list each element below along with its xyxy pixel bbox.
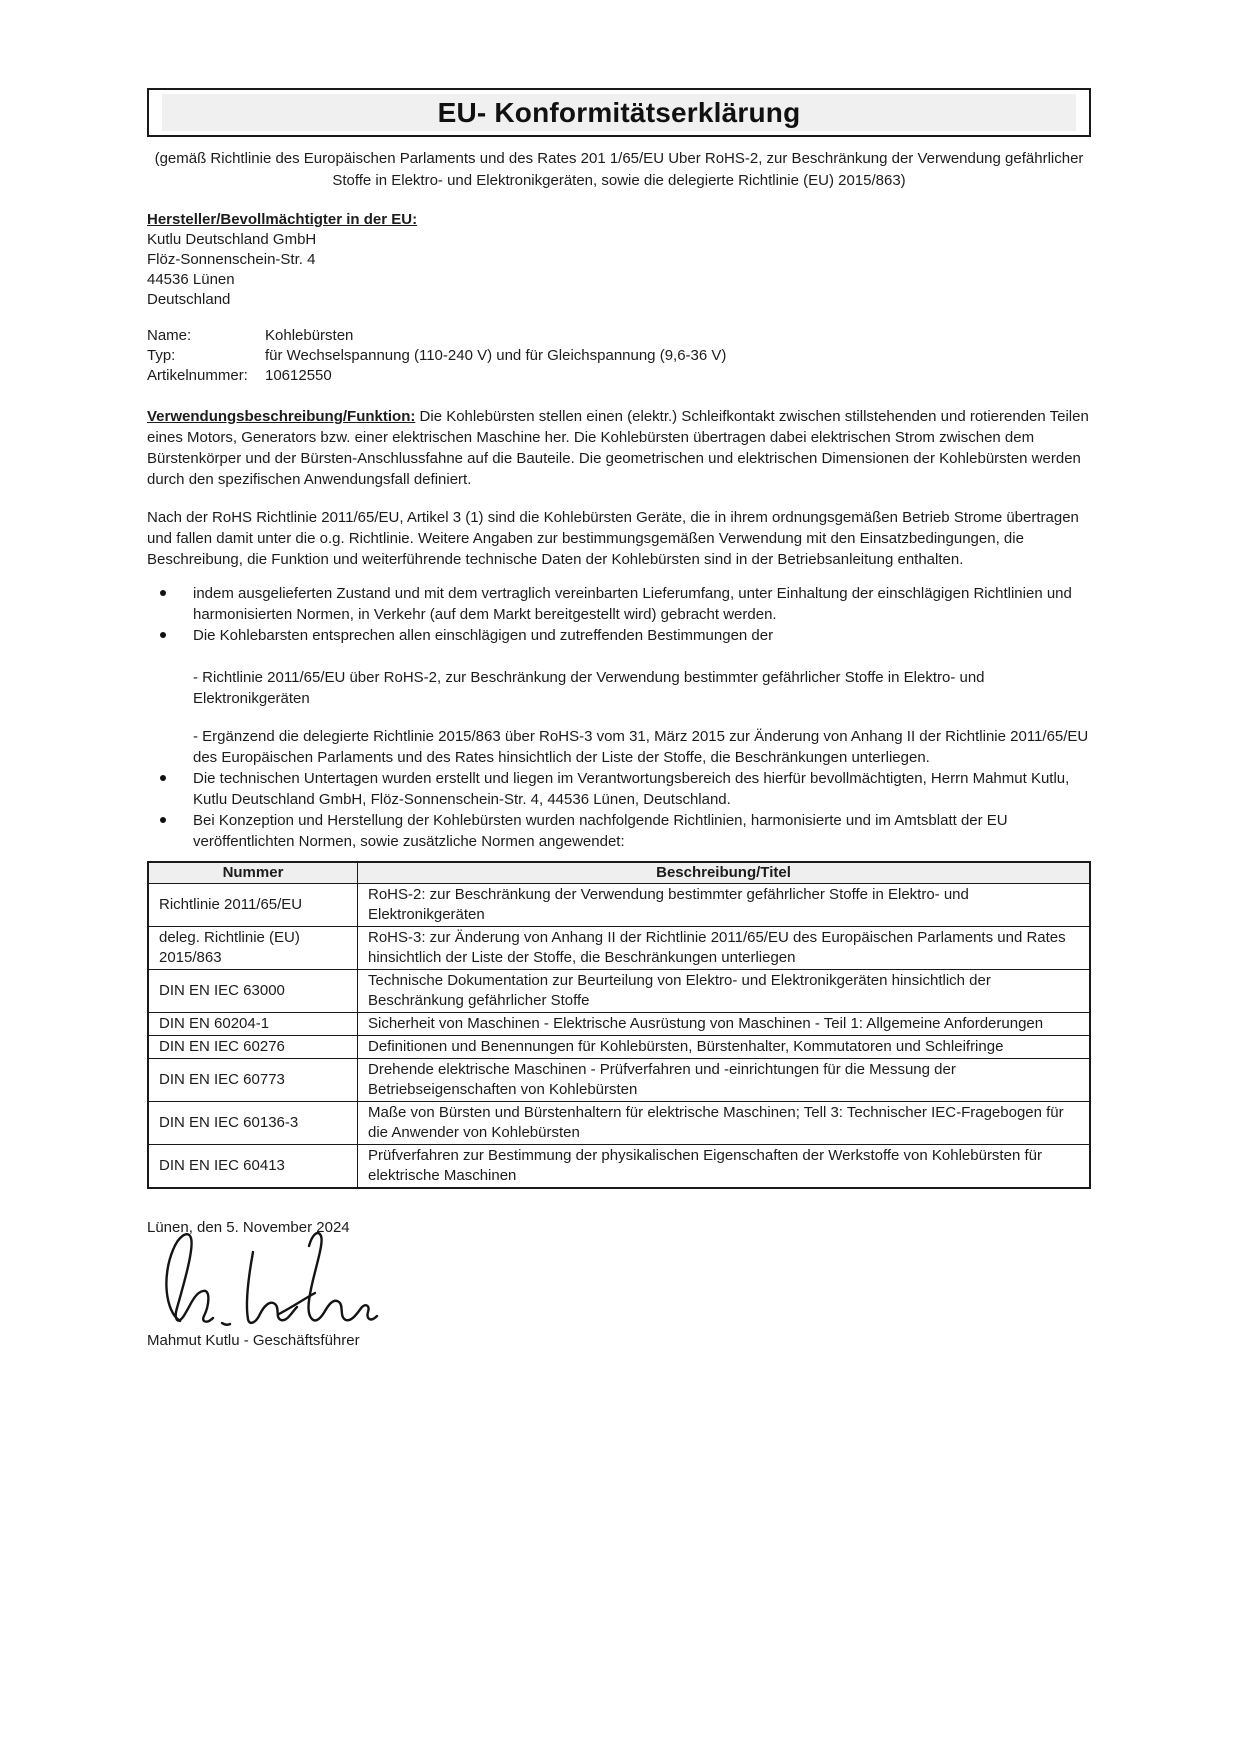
list-item [147,768,1091,810]
bullet-marker [160,632,166,638]
subtitle: (gemäß Richtlinie des Europäischen Parlaments und des Rates 201 1/65/EU Uber RoHS-2, zur Beschränkung der Verwendung gefährlicher Stoffe in Elektro- und Elektronikgeräten, sowie die delegierte Richtlinie (EU) 2015/863) [154,150,1084,189]
cell-beschreibung: RoHS-3: zur Änderung von Anhang II der Richtlinie 2011/65/EU des Europäischen Parlaments und Rates hinsichtlich der Liste der Stoffe, die Beschränkungen unterliegen [358,927,1091,970]
table-row [148,1102,1090,1145]
product-value: 10612550 [265,367,332,384]
list-item-text: Die technischen Untertagen wurden erstellt und liegen im Verantwortungsbereich des hierfür bevollmächtigten, Herrn Mahmut Kutlu, Kutlu Deutschland GmbH, Flöz-Sonnenschein-Str. 4, 44536 Lünen, Deutschland. [193,770,1070,808]
rohs-paragraph: Nach der RoHS Richtlinie 2011/65/EU, Artikel 3 (1) sind die Kohlebürsten Geräte, die in ihrem ordnungsgemäßen Betrieb Strome übertragen und fallen damit unter die o.g. Richtlinie. Weitere Angaben zur bestimmungsgemäßen Verwendung mit den Einsatzbedingungen, die Beschreibung, die Funktion und weiterführende technische Daten der Kohlebürsten sind in der Betriebsanleitung enthalten. [147,509,1079,568]
cell-beschreibung: Maße von Bürsten und Bürstenhaltern für elektrische Maschinen; Tell 3: Technischer IEC-Fragebogen für die Anwender von Kohlebürsten [358,1102,1091,1145]
cell-nummer: DIN EN IEC 60773 [148,1059,358,1102]
cell-beschreibung: Drehende elektrische Maschinen - Prüfverfahren und -einrichtungen für die Messung der Betriebseigenschaften von Kohlebürsten [358,1059,1091,1102]
manufacturer-line: Kutlu Deutschland GmbH [147,231,317,248]
list-item [147,810,1091,852]
list-item [147,583,1091,625]
cell-beschreibung: Technische Dokumentation zur Beurteilung von Elektro- und Elektronikgeräten hinsichtlich der Beschränkung gefährlicher Stoffe [358,970,1091,1013]
cell-beschreibung: RoHS-2: zur Beschränkung der Verwendung bestimmter gefährlicher Stoffe in Elektro- und Elektronikgeräten [358,884,1091,927]
cell-nummer: deleg. Richtlinie (EU) 2015/863 [148,927,358,970]
title-box [147,88,1091,137]
table-row [148,1145,1090,1189]
table-row [148,884,1090,927]
product-row [147,366,1091,386]
manufacturer-line: Deutschland [147,291,231,308]
cell-beschreibung: Definitionen und Benennungen für Kohlebürsten, Bürstenhalter, Kommutatoren und Schleifringe [358,1036,1091,1059]
manufacturer-line: Flöz-Sonnenschein-Str. 4 [147,251,316,268]
product-value: für Wechselspannung (110-240 V) und für Gleichspannung (9,6-36 V) [265,347,727,364]
bullet-list [147,583,1091,852]
table-header-row [148,862,1090,884]
cell-beschreibung: Prüfverfahren zur Bestimmung der physikalischen Eigenschaften der Werkstoffe von Kohlebürsten für elektrische Maschinen [358,1145,1091,1189]
list-subitem: - Ergänzend die delegierte Richtlinie 2015/863 über RoHS-3 vom 31, März 2015 zur Änderung von Anhang II der Richtlinie 2011/65/EU des Europäischen Parlaments und des Rates hinsichtlich der Liste der Stoffe, die Beschränkungen unterliegen. [193,728,1089,766]
norms-table [147,861,1091,1189]
cell-nummer: DIN EN IEC 60276 [148,1036,358,1059]
cell-nummer: DIN EN IEC 60413 [148,1145,358,1189]
product-label: Artikelnummer: [147,367,248,384]
column-header-beschreibung: Beschreibung/Titel [358,862,1091,884]
product-row [147,326,1091,346]
usage-text: Die Kohlebürsten stellen einen (elektr.) Schleifkontakt zwischen stillstehenden und rotierenden Teilen eines Motors, Generators bzw. einer elektrischen Maschine her. Die Kohlebürsten übertragen dabei elektrischen Strom zwischen dem Bürstenkörper und der Bürsten-Anschlussfahne auf die Bauteile. Die geometrischen und elektrischen Dimensionen der Kohlebürsten werden durch den spezifischen Anwendungsfall definiert. [147,408,1089,488]
page-title: EU- Konformitätserklärung [437,97,801,128]
title-band [162,94,1076,131]
bullet-marker [160,817,166,823]
usage-heading: Verwendungsbeschreibung/Funktion: [147,408,416,425]
product-label: Typ: [147,347,176,364]
column-header-nummer: Nummer [148,862,358,884]
cell-nummer: DIN EN IEC 60136-3 [148,1102,358,1145]
table-row [148,1036,1090,1059]
usage-paragraph [147,406,1091,490]
cell-nummer: DIN EN IEC 63000 [148,970,358,1013]
table-row [148,1013,1090,1036]
bullet-marker [160,590,166,596]
product-label: Name: [147,327,192,344]
product-row [147,346,1091,366]
cell-nummer: DIN EN 60204-1 [148,1013,358,1036]
list-item [147,625,1091,646]
list-subitem: - Richtlinie 2011/65/EU über RoHS-2, zur Beschränkung der Verwendung bestimmter gefährlicher Stoffe in Elektro- und Elektronikgeräten [193,669,985,707]
table-row [148,970,1090,1013]
place-date-line: Lünen, den 5. November 2024 [147,1219,350,1236]
cell-beschreibung: Sicherheit von Maschinen - Elektrische Ausrüstung von Maschinen - Teil 1: Allgemeine Anforderungen [358,1013,1091,1036]
list-item-text: Bei Konzeption und Herstellung der Kohlebürsten wurden nachfolgende Richtlinien, harmonisierte und im Amtsblatt der EU veröffentlichten Normen, sowie zusätzliche Normen angewendet: [193,812,1008,850]
signature-image [149,1224,381,1328]
bullet-marker [160,775,166,781]
product-value: Kohlebürsten [265,327,354,344]
table-row [148,927,1090,970]
product-info [147,326,1091,386]
signatory-name: Mahmut Kutlu - Geschäftsführer [147,1332,360,1349]
list-item-text: Die Kohlebarsten entsprechen allen einschlägigen und zutreffenden Bestimmungen der [193,627,774,644]
cell-nummer: Richtlinie 2011/65/EU [148,884,358,927]
document-content [147,0,1091,1351]
manufacturer-line: 44536 Lünen [147,271,235,288]
list-item-text: indem ausgelieferten Zustand und mit dem vertraglich vereinbarten Lieferumfang, unter Einhaltung der einschlägigen Richtlinien und harmonisierten Normen, in Verkehr (auf dem Markt bereitgestellt wird) gebracht werden. [193,585,1072,623]
manufacturer-heading: Hersteller/Bevollmächtigter in der EU: [147,211,418,228]
table-row [148,1059,1090,1102]
